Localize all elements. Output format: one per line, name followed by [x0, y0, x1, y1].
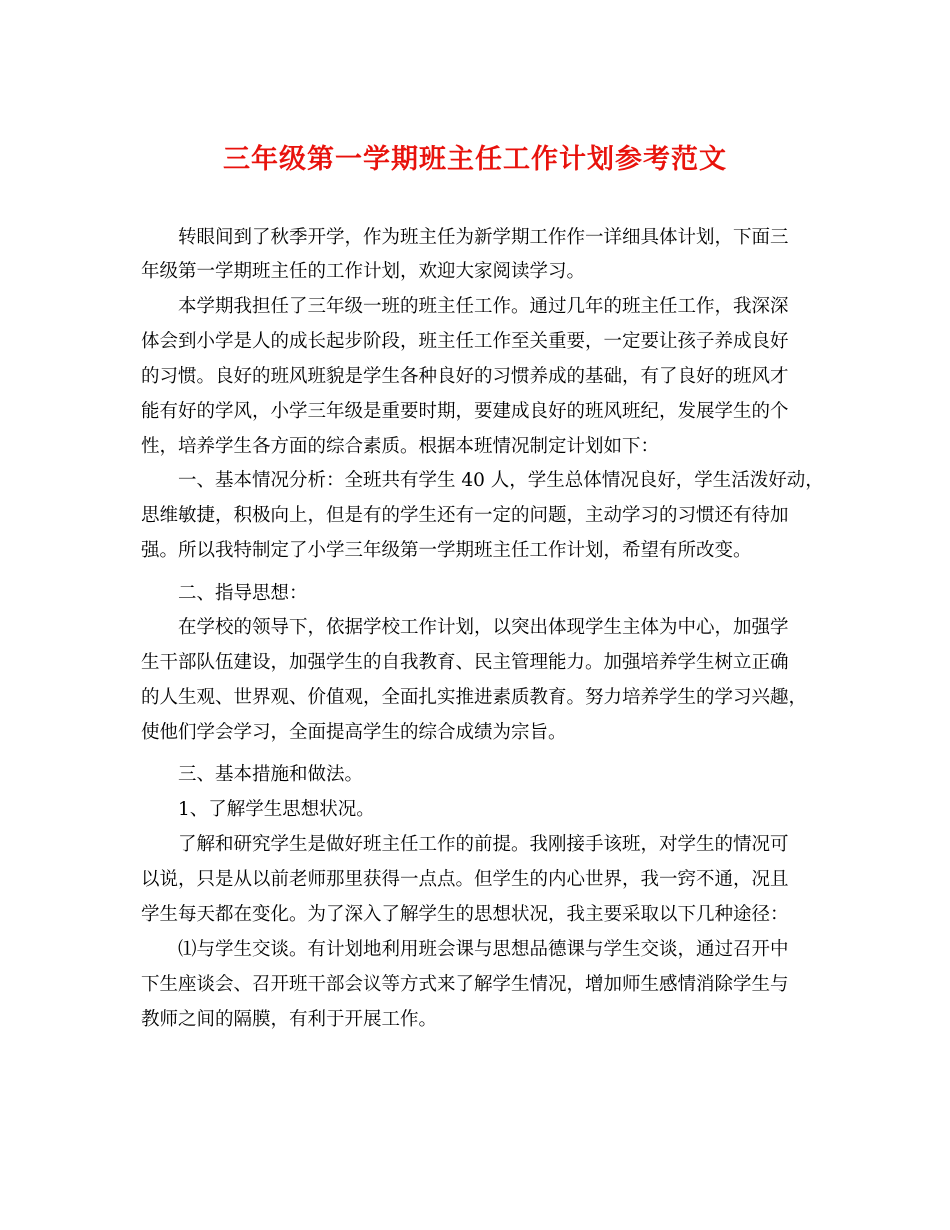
document-title: 三年级第一学期班主任工作计划参考范文 [223, 144, 727, 175]
paragraph-line: 生干部队伍建设，加强学生的自我教育、民主管理能力。加强培养学生树立正确 [141, 652, 789, 673]
paragraph-line: 在学校的领导下，依据学校工作计划，以突出体现学生主体为中心，加强学 [178, 617, 789, 638]
paragraph-line: 本学期我担任了三年级一班的班主任工作。通过几年的班主任工作，我深深 [178, 296, 789, 317]
paragraph-line: 了解和研究学生是做好班主任工作的前提。我刚接手该班，对学生的情况可 [178, 834, 789, 855]
paragraph-line: 使他们学会学习，全面提高学生的综合成绩为宗旨。 [141, 722, 567, 743]
section-heading: 三、基本措施和做法。 [178, 764, 364, 785]
paragraph-line: ⑴与学生交谈。有计划地利用班会课与思想品德课与学生交谈，通过召开中 [178, 939, 789, 960]
paragraph-line: 转眼间到了秋季开学，作为班主任为新学期工作作一详细具体计划，下面三 [178, 227, 789, 248]
section-heading: 二、指导思想： [178, 583, 308, 604]
paragraph-line: 下生座谈会、召开班干部会议等方式来了解学生情况，增加师生感情消除学生与 [141, 974, 789, 995]
paragraph-line: 的习惯。良好的班风班貌是学生各种良好的习惯养成的基础，有了良好的班风才 [141, 366, 789, 387]
paragraph-line: 性，培养学生各方面的综合素质。根据本班情况制定计划如下： [141, 436, 660, 457]
paragraph-line: 以说，只是从以前老师那里获得一点点。但学生的内心世界，我一窍不通，况且 [141, 869, 789, 890]
paragraph-line: 学生每天都在变化。为了深入了解学生的思想状况，我主要采取以下几种途径： [141, 904, 789, 925]
paragraph-line: 体会到小学是人的成长起步阶段，班主任工作至关重要，一定要让孩子养成良好 [141, 331, 789, 352]
paragraph-line: 思维敏捷，积极向上，但是有的学生还有一定的问题，主动学习的习惯还有待加 [141, 505, 789, 526]
paragraph-line: 的人生观、世界观、价值观，全面扎实推进素质教育。努力培养学生的学习兴趣， [141, 687, 808, 708]
paragraph-line: 年级第一学期班主任的工作计划，欢迎大家阅读学习。 [141, 261, 586, 282]
paragraph-line: 能有好的学风，小学三年级是重要时期，要建成良好的班风班纪，发展学生的个 [141, 401, 789, 422]
paragraph-line: 一、基本情况分析：全班共有学生 40 人，学生总体情况良好，学生活泼好动， [178, 470, 824, 491]
paragraph-line: 教师之间的隔膜，有利于开展工作。 [141, 1009, 438, 1030]
subsection-heading: 1、了解学生思想状况。 [178, 799, 375, 820]
paragraph-line: 强。所以我特制定了小学三年级第一学期班主任工作计划，希望有所改变。 [141, 540, 752, 561]
